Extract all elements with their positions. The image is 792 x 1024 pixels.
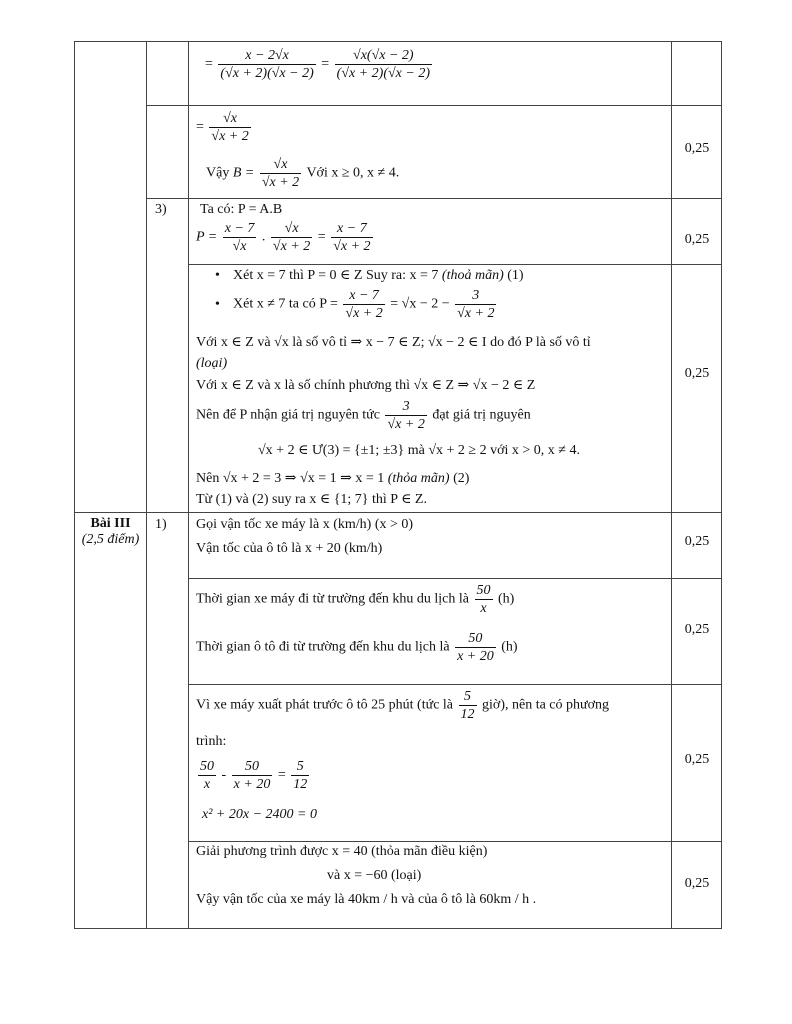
text-line: √x + 2 ∈ Ư(3) = {±1; ±3} mà √x + 2 ≥ 2 với x > 0, x ≠ 4. bbox=[258, 443, 580, 458]
equation-line: Thời gian xe máy đi từ trường đến khu du lịch là $\frac{50}{x}$ (h) bbox=[196, 583, 515, 616]
equation-line: x² + 20x − 2400 = 0 bbox=[202, 807, 317, 822]
text-line: trình: bbox=[196, 734, 227, 749]
score: 0,25 bbox=[684, 141, 710, 156]
row-divider bbox=[75, 512, 721, 513]
equation-line: = $\frac{x - 2√x}{(√x + 2)(√x - 2)}$ = $\frac{√x(√x - 2)}{(√x + 2)(√x - 2)}$ bbox=[205, 48, 430, 81]
bullet-line: • Xét x ≠ 7 ta có P = $\frac{x - 7}{√x + 2}$ = √x − 2 − $\frac{3}{√x + 2}$ bbox=[215, 288, 495, 321]
text-line: Nên √x + 2 = 3 ⇒ √x = 1 ⇒ x = 1 (thỏa mãn) (2) bbox=[196, 471, 470, 486]
section-points: (2,5 điểm) bbox=[81, 532, 140, 547]
equation-line: = $\frac{√x}{√x + 2}$ bbox=[196, 111, 249, 144]
col-divider-1 bbox=[146, 42, 147, 928]
score: 0,25 bbox=[684, 622, 710, 637]
part-label: 3) bbox=[155, 202, 167, 217]
row-divider bbox=[188, 841, 721, 842]
section-header bbox=[75, 516, 146, 548]
row-divider bbox=[188, 578, 721, 579]
row-divider bbox=[146, 105, 721, 106]
text-line: Giải phương trình được x = 40 (thỏa mãn điều kiện) bbox=[196, 844, 488, 859]
equation-line: P = $\frac{x - 7}{√x}$ . $\frac{√x}{√x + 2}$ = $\frac{x - 7}{√x + 2}$ bbox=[196, 221, 371, 254]
col-divider-3 bbox=[671, 42, 672, 928]
fraction: $\frac{x - 2√x}{(√x + 2)(√x - 2)}$ bbox=[220, 48, 314, 81]
bullet-line: • Xét x = 7 thì P = 0 ∈ Z Suy ra: x = 7 (thoả mãn) (1) bbox=[215, 268, 524, 283]
equation-line: Nên để P nhận giá trị nguyên tức $\frac{3}{√x + 2}$ đạt giá trị nguyên bbox=[196, 399, 531, 432]
text-line: Gọi vận tốc xe máy là x (km/h) (x > 0) bbox=[196, 517, 414, 532]
section-title: Bài III bbox=[90, 516, 131, 531]
row-divider bbox=[146, 198, 721, 199]
equation-line: $\frac{50}{x}$ - $\frac{50}{x + 20}$ = $\frac{5}{12}$ bbox=[200, 759, 308, 792]
fraction: $\frac{√x(√x - 2)}{(√x + 2)(√x - 2)}$ bbox=[336, 48, 430, 81]
text-line: Ta có: P = A.B bbox=[200, 202, 283, 217]
text-line: Vận tốc của ô tô là x + 20 (km/h) bbox=[196, 541, 383, 556]
row-divider bbox=[188, 264, 721, 265]
col-divider-2 bbox=[188, 42, 189, 928]
score: 0,25 bbox=[684, 752, 710, 767]
score: 0,25 bbox=[684, 534, 710, 549]
score: 0,25 bbox=[684, 232, 710, 247]
equation-line: Vậy B = $\frac{√x}{√x + 2}$ Với x ≥ 0, x ≠ 4. bbox=[206, 157, 400, 190]
text-line: Vậy vận tốc của xe máy là 40km / h và của ô tô là 60km / h . bbox=[196, 892, 537, 907]
equation-line: Thời gian ô tô đi từ trường đến khu du lịch là $\frac{50}{x + 20}$ (h) bbox=[196, 631, 518, 664]
text-line: (loại) bbox=[196, 356, 228, 371]
text-line: và x = −60 (loại) bbox=[327, 868, 422, 883]
text-line: Với x ∈ Z và x là số chính phương thì √x ∈ Z ⇒ √x − 2 ∈ Z bbox=[196, 378, 536, 393]
row-divider bbox=[188, 684, 721, 685]
answer-table bbox=[74, 41, 722, 929]
score: 0,25 bbox=[684, 876, 710, 891]
text-line: Với x ∈ Z và √x là số vô tỉ ⇒ x − 7 ∈ Z; √x − 2 ∈ I do đó P là số vô tỉ bbox=[196, 335, 591, 350]
score: 0,25 bbox=[684, 366, 710, 381]
text-line: Từ (1) và (2) suy ra x ∈ {1; 7} thì P ∈ Z. bbox=[196, 492, 427, 507]
equation-line: Vì xe máy xuất phát trước ô tô 25 phút (tức là $\frac{5}{12}$ giờ), nên ta có phương bbox=[196, 689, 610, 722]
part-label: 1) bbox=[155, 517, 167, 532]
